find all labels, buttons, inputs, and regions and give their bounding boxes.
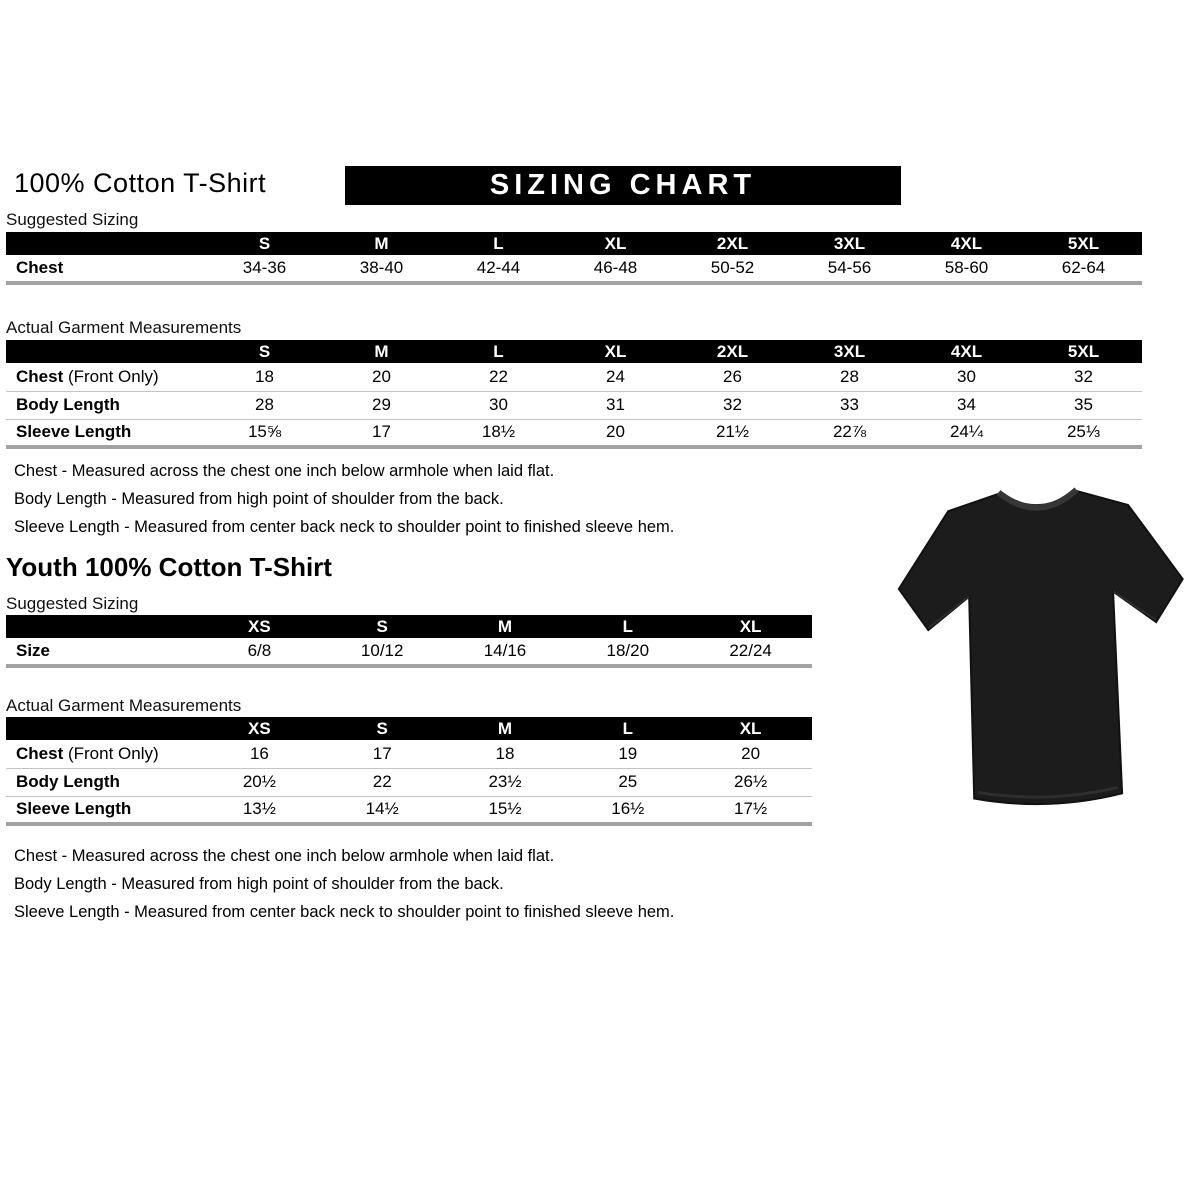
youth-measurement-notes [14,847,674,931]
size-value-cell: 30 [957,366,976,386]
size-column-header: L [566,717,689,740]
size-column-header: M [323,340,440,363]
youth-actual-measurements-label: Actual Garment Measurements [6,696,242,715]
size-value-cell: 10/12 [360,641,404,660]
size-column-header: S [206,232,323,255]
size-value-cell: 20 [372,366,391,386]
size-column-header: M [444,615,567,638]
size-column-header: L [440,232,557,255]
size-value-cell: 46-48 [593,258,638,277]
table-row [6,419,1142,447]
size-value-cell: 20 [741,743,761,763]
table-row [6,255,1142,283]
size-column-header: S [321,717,444,740]
table-row [6,740,812,768]
note-chest: Chest - Measured across the chest one inch below armhole when laid flat. [14,847,555,865]
table-row [6,391,1142,419]
size-column-header: L [566,615,689,638]
row-label: Size [16,641,51,660]
adult-suggested-sizing-label: Suggested Sizing [6,210,139,229]
page-title: 100% Cotton T-Shirt [14,168,267,198]
size-value-cell: 24¼ [949,422,984,442]
adult-actual-measurements-label: Actual Garment Measurements [6,318,242,337]
size-value-cell: 34 [957,395,976,414]
note-sleeve-length: Sleeve Length - Measured from center back neck to shoulder point to finished sleeve hem. [14,903,675,921]
size-value-cell: 50-52 [710,258,755,277]
youth-suggested-sizing-label: Suggested Sizing [6,594,139,613]
table-corner-cell [6,340,206,363]
size-value-cell: 33 [840,395,859,414]
size-value-cell: 22 [489,366,508,386]
size-value-cell: 24 [606,366,625,386]
size-column-header: M [323,232,440,255]
size-value-cell: 34-36 [242,258,287,277]
table-corner-cell [6,717,198,740]
size-value-cell: 17 [372,422,391,442]
size-column-header: XL [557,232,674,255]
table-row [6,768,812,796]
adult-measurement-notes [14,462,674,546]
size-column-header: XL [557,340,674,363]
size-column-header: 4XL [908,340,1025,363]
size-value-cell: 42-44 [476,258,521,277]
note-body-length: Body Length - Measured from high point of shoulder from the back. [14,490,504,508]
size-value-cell: 22⅞ [832,422,867,442]
size-value-cell: 31 [606,395,625,414]
size-value-cell: 58-60 [944,258,989,277]
size-column-header: S [321,615,444,638]
size-value-cell: 18 [495,743,515,763]
size-value-cell: 28 [255,395,274,414]
sizing-chart-banner: SIZING CHART [345,166,901,205]
size-value-cell: 20 [606,422,625,442]
row-label: Chest [16,258,64,277]
table-corner-cell [6,232,206,255]
size-value-cell: 17 [372,743,392,763]
adult-actual-measurements-table [6,340,1142,449]
size-column-header: 4XL [908,232,1025,255]
size-value-cell: 18½ [481,422,516,442]
youth-suggested-sizing-table [6,615,812,668]
size-value-cell: 25 [618,772,638,791]
size-value-cell: 23½ [488,772,522,791]
size-column-header: 3XL [791,232,908,255]
size-column-header: S [206,340,323,363]
adult-suggested-sizing-table [6,232,1142,285]
size-value-cell: 20½ [242,772,276,791]
row-label: Body Length [16,772,120,791]
size-value-cell: 38-40 [359,258,404,277]
note-chest: Chest - Measured across the chest one inch below armhole when laid flat. [14,462,555,480]
size-value-cell: 17½ [734,799,768,819]
size-value-cell: 32 [1074,366,1093,386]
size-value-cell: 16½ [611,799,645,819]
size-value-cell: 35 [1074,395,1093,414]
size-value-cell: 30 [489,395,508,414]
table-row [6,796,812,824]
size-value-cell: 32 [723,395,742,414]
note-body-length: Body Length - Measured from high point of shoulder from the back. [14,875,504,893]
size-value-cell: 19 [618,743,638,763]
size-value-cell: 16 [249,743,269,763]
size-value-cell: 15½ [488,799,522,819]
youth-actual-measurements-table [6,717,812,826]
size-value-cell: 14½ [365,799,399,819]
size-value-cell: 6/8 [247,641,272,660]
size-column-header: XS [198,717,321,740]
size-column-header: 5XL [1025,340,1142,363]
youth-section-title: Youth 100% Cotton T-Shirt [6,552,332,582]
size-value-cell: 22 [372,772,392,791]
row-label: Sleeve Length [16,422,132,442]
size-column-header: 2XL [674,232,791,255]
size-column-header: 3XL [791,340,908,363]
table-corner-cell [6,615,198,638]
tshirt-graphic [887,472,1199,824]
black-tshirt-image [887,472,1199,824]
size-column-header: L [440,340,557,363]
table-row [6,363,1142,391]
size-value-cell: 25⅓ [1066,422,1101,442]
note-sleeve-length: Sleeve Length - Measured from center back neck to shoulder point to finished sleeve hem. [14,518,675,536]
size-column-header: XS [198,615,321,638]
size-value-cell: 28 [840,366,859,386]
size-value-cell: 62-64 [1061,258,1106,277]
size-value-cell: 21½ [715,422,750,442]
size-value-cell: 22/24 [729,641,772,660]
size-value-cell: 54-56 [827,258,872,277]
size-column-header: M [444,717,567,740]
size-column-header: 2XL [674,340,791,363]
size-value-cell: 26½ [734,772,768,791]
size-value-cell: 26 [723,366,742,386]
size-value-cell: 14/16 [483,641,527,660]
row-label: Chest (Front Only) [16,743,159,763]
table-row [6,638,812,666]
size-column-header: XL [689,717,812,740]
size-column-header: 5XL [1025,232,1142,255]
size-column-header: XL [689,615,812,638]
row-label: Chest (Front Only) [16,366,159,386]
size-value-cell: 18 [255,366,274,386]
row-label: Sleeve Length [16,799,132,819]
size-value-cell: 18/20 [606,641,650,660]
size-value-cell: 13½ [242,799,276,819]
size-value-cell: 29 [372,395,391,414]
row-label: Body Length [16,395,120,414]
size-value-cell: 15⅝ [247,422,282,442]
